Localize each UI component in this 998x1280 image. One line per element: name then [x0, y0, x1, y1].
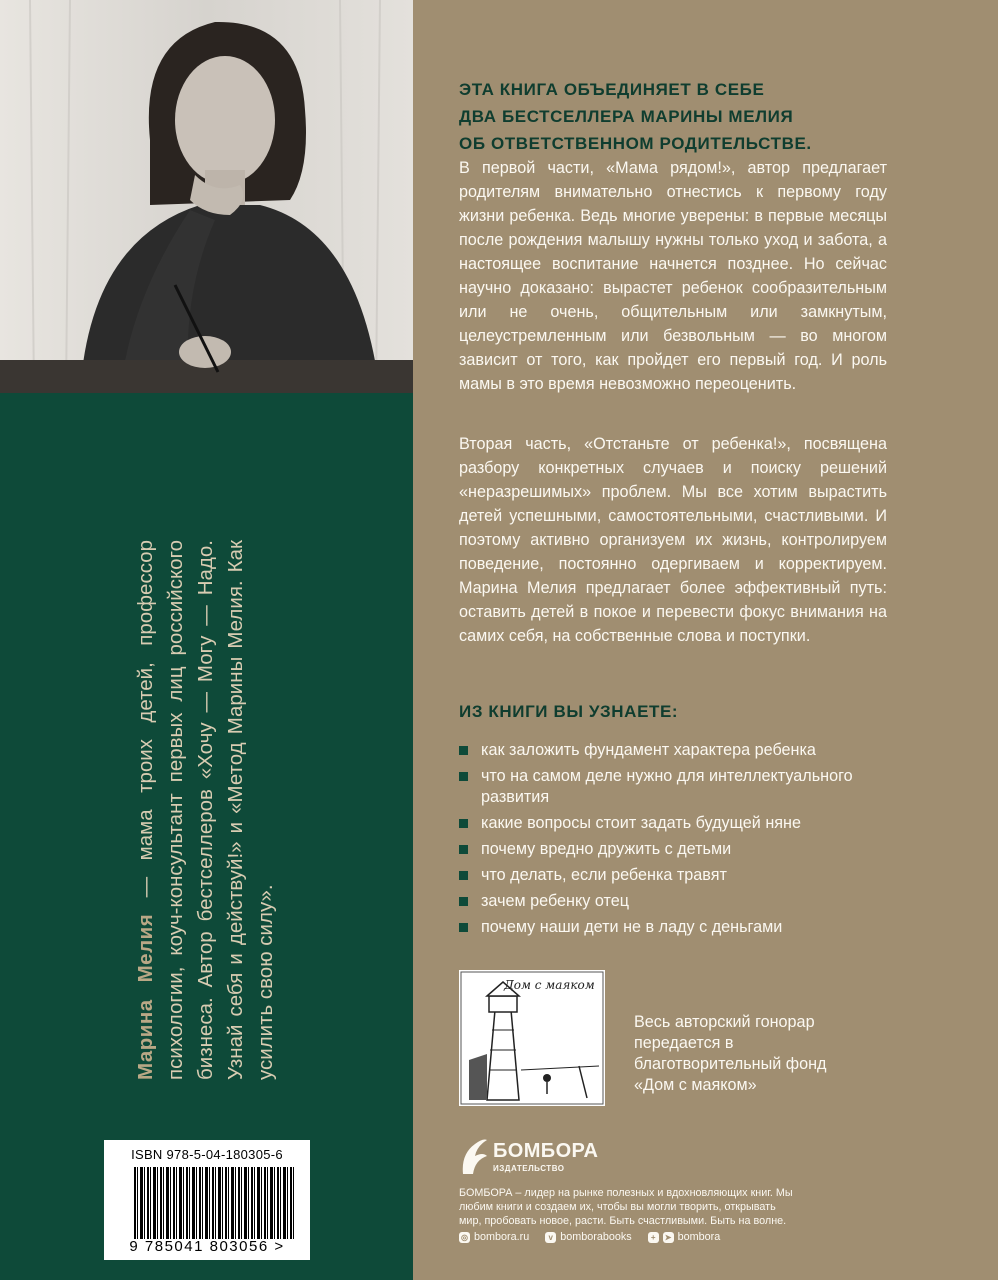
bullet-square-icon	[459, 819, 468, 828]
isbn-label: ISBN 978-5-04-180305-6	[131, 1147, 283, 1162]
list-item	[459, 766, 887, 808]
description-column	[459, 76, 887, 936]
website-text: bombora.ru	[474, 1231, 530, 1243]
plus-icon: +	[648, 1232, 659, 1243]
charity-note: Весь авторский гонорар передается в благотворительный фонд «Дом с маяком»	[634, 1013, 827, 1094]
list-item-text: что делать, если ребенка травят	[481, 866, 727, 884]
author-bio	[131, 540, 281, 1080]
website-link[interactable]	[459, 1231, 529, 1243]
telegram-link[interactable]	[648, 1231, 721, 1243]
globe-icon: ◎	[459, 1232, 470, 1243]
author-bio-text: — мама троих детей, профессор психологии, коуч-консультант первых лиц российского бизнеса. Автор бестселлеров «Хочу — Могу — Надо. Узнай себя и действуй!» и «Метод Марины Мелия. Как усилить свою силу».	[134, 540, 277, 1080]
author-photo	[0, 0, 413, 393]
learn-heading: ИЗ КНИГИ ВЫ УЗНАЕТЕ:	[459, 702, 679, 721]
publisher-label: ИЗДАТЕЛЬСТВО	[493, 1164, 565, 1173]
barcode-digits: 9 785041 803056 >	[129, 1238, 285, 1255]
bullet-square-icon	[459, 871, 468, 880]
telegram-icon: ➤	[663, 1232, 674, 1243]
list-item	[459, 813, 887, 834]
vk-text: bomborabooks	[560, 1231, 632, 1243]
publisher-contacts	[459, 1231, 720, 1243]
headline-line-3: ОБ ОТВЕТСТВЕННОМ РОДИТЕЛЬСТВЕ.	[459, 134, 812, 153]
author-portrait-illustration	[0, 0, 413, 393]
publisher-name: БОМБОРА	[493, 1140, 599, 1162]
author-name: Марина Мелия	[134, 913, 157, 1080]
list-item-text: как заложить фундамент характера ребенка	[481, 741, 816, 759]
list-item-text: зачем ребенку отец	[481, 892, 629, 910]
bullet-square-icon	[459, 897, 468, 906]
list-item	[459, 917, 887, 938]
list-item-text: что на самом деле нужно для интеллектуального развития	[481, 767, 853, 806]
list-item	[459, 865, 887, 886]
list-item-text: почему наши дети не в ладу с деньгами	[481, 918, 783, 936]
list-item	[459, 839, 887, 860]
list-item-text: почему вредно дружить с детьми	[481, 840, 732, 858]
paragraph-part-two: Вторая часть, «Отстаньте от ребенка!», посвящена разбору конкретных случаев и поиску решений «неразрешимых» проблем. Мы все хотим вырастить детей успешными, самостоятельными, счастливыми. И поэтому активно организуем их жизнь, контролируем поведение, постоянно одергиваем и корректируем. Марина Мелия предлагает более эффективный путь: оставить детей в покое и перевести фокус внимания на самих себя, на собственные слова и поступки.	[459, 435, 887, 645]
bullet-square-icon	[459, 923, 468, 932]
vk-link[interactable]	[545, 1231, 631, 1243]
bullet-square-icon	[459, 772, 468, 781]
list-item-text: какие вопросы стоит задать будущей няне	[481, 814, 801, 832]
headline-line-1: ЭТА КНИГА ОБЪЕДИНЯЕТ В СЕБЕ	[459, 80, 765, 99]
left-panel	[0, 0, 413, 1280]
headline	[459, 76, 887, 157]
isbn-barcode-box	[104, 1140, 310, 1260]
paragraph-part-one: В первой части, «Мама рядом!», автор предлагает родителям внимательно отнестись к первому году жизни ребенка. Ведь многие уверены: в первые месяцы после рождения малышу нужны только уход и забота, а настоящее воспитание начнется позднее. Но сейчас научно доказано: вырастет ребенок сообразительным или не очень, общительным или замкнутым, целеустремленным или безвольным — во многом зависит от того, как пройдет его первый год. И роль мамы в это время невозможно переоценить.	[459, 159, 887, 393]
publisher-tagline: БОМБОРА – лидер на рынке полезных и вдохновляющих книг. Мы любим книги и создаем их, чтобы вы могли творить, открывать мир, пробовать новое, расти. Быть счастливыми. Быть на волне.	[459, 1187, 793, 1227]
bullet-square-icon	[459, 845, 468, 854]
learn-list	[459, 740, 887, 943]
bombora-wave-icon	[459, 1134, 489, 1178]
publisher-logo	[459, 1134, 599, 1180]
headline-line-2: ДВА БЕСТСЕЛЛЕРА МАРИНЫ МЕЛИЯ	[459, 107, 794, 126]
bullet-square-icon	[459, 746, 468, 755]
vk-icon: v	[545, 1232, 556, 1243]
telegram-text: bombora	[677, 1231, 721, 1243]
charity-logo-text: Дом с маяком	[504, 978, 595, 992]
list-item	[459, 891, 887, 912]
list-item	[459, 740, 887, 761]
barcode	[134, 1167, 294, 1239]
charity-logo	[459, 970, 605, 1106]
